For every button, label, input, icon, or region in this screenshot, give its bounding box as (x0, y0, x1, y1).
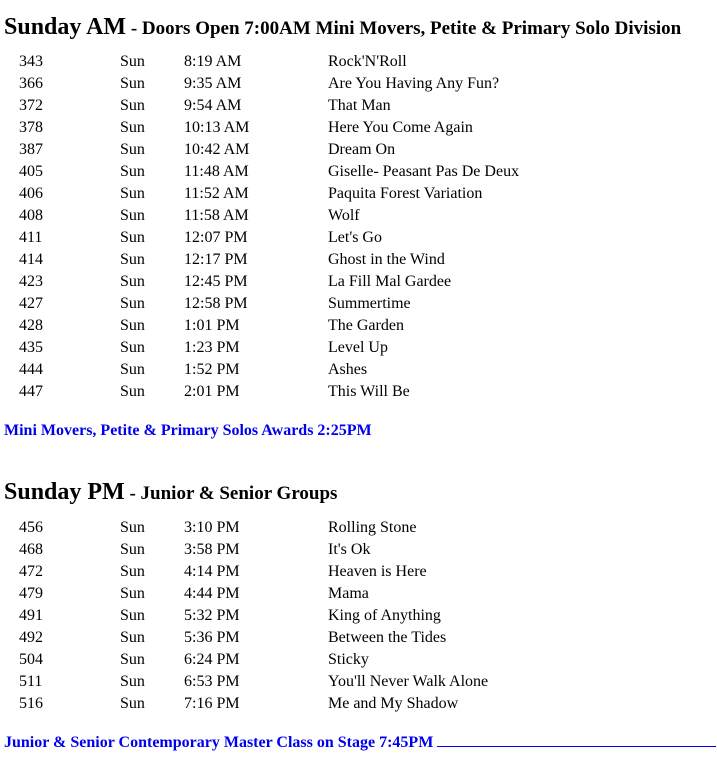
entry-day: Sun (120, 383, 145, 400)
entry-day: Sun (120, 273, 145, 290)
entry-number: 411 (19, 229, 43, 246)
sunday-am-subtitle: - Doors Open 7:00AM Mini Movers, Petite & Primary Solo Division (126, 18, 682, 39)
entry-number: 456 (19, 519, 43, 536)
entry-day: Sun (120, 651, 145, 668)
schedule-row (0, 693, 717, 715)
entry-title: Are You Having Any Fun? (328, 75, 500, 92)
entry-time: 6:24 PM (184, 651, 240, 668)
master-class-underline (437, 746, 716, 747)
sunday-pm-title: Sunday PM (4, 479, 125, 505)
entry-time: 12:07 PM (184, 229, 248, 246)
entry-time: 6:53 PM (184, 673, 240, 690)
entry-day: Sun (120, 563, 145, 580)
entry-number: 387 (19, 141, 43, 158)
entry-number: 408 (19, 207, 43, 224)
entry-time: 10:13 AM (184, 119, 250, 136)
entry-time: 5:32 PM (184, 607, 240, 624)
entry-day: Sun (120, 607, 145, 624)
entry-time: 1:01 PM (184, 317, 240, 334)
entry-number: 444 (19, 361, 43, 378)
entry-number: 366 (19, 75, 43, 92)
entry-time: 9:35 AM (184, 75, 242, 92)
entry-title: Here You Come Again (328, 119, 473, 136)
entry-number: 378 (19, 119, 43, 136)
entry-time: 1:23 PM (184, 339, 240, 356)
entry-number: 428 (19, 317, 43, 334)
entry-day: Sun (120, 585, 145, 602)
entry-time: 12:45 PM (184, 273, 248, 290)
entry-title: That Man (328, 97, 391, 114)
entry-day: Sun (120, 163, 145, 180)
entry-number: 491 (19, 607, 43, 624)
schedule-row (0, 117, 717, 139)
sunday-am-heading (4, 7, 681, 39)
schedule-row (0, 293, 717, 315)
schedule-row (0, 139, 717, 161)
entry-title: Heaven is Here (328, 563, 427, 580)
schedule-row (0, 227, 717, 249)
entry-time: 11:58 AM (184, 207, 249, 224)
schedule-row (0, 539, 717, 561)
entry-title: Ashes (328, 361, 368, 378)
entry-time: 11:48 AM (184, 163, 249, 180)
entry-title: The Garden (328, 317, 404, 334)
entry-title: This Will Be (328, 383, 410, 400)
sunday-am-title: Sunday AM (4, 14, 127, 40)
entry-time: 11:52 AM (184, 185, 249, 202)
schedule-row (0, 359, 717, 381)
sunday-pm-subtitle: - Junior & Senior Groups (124, 483, 338, 504)
entry-number: 423 (19, 273, 43, 290)
entry-day: Sun (120, 185, 145, 202)
entry-time: 4:14 PM (184, 563, 240, 580)
schedule-row (0, 95, 717, 117)
entry-title: Sticky (328, 651, 369, 668)
sunday-am-schedule (0, 51, 717, 403)
entry-day: Sun (120, 295, 145, 312)
entry-title: Dream On (328, 141, 396, 158)
schedule-row (0, 249, 717, 271)
entry-title: Rolling Stone (328, 519, 417, 536)
entry-number: 511 (19, 673, 43, 690)
entry-number: 479 (19, 585, 43, 602)
entry-title: Level Up (328, 339, 388, 356)
entry-time: 10:42 AM (184, 141, 250, 158)
entry-title: Paquita Forest Variation (328, 185, 483, 202)
entry-day: Sun (120, 541, 145, 558)
schedule-row (0, 561, 717, 583)
entry-time: 1:52 PM (184, 361, 240, 378)
schedule-row (0, 337, 717, 359)
entry-number: 427 (19, 295, 43, 312)
entry-day: Sun (120, 141, 145, 158)
am-awards-link[interactable]: Mini Movers, Petite & Primary Solos Awards 2:25PM (4, 422, 372, 439)
entry-day: Sun (120, 53, 145, 70)
entry-number: 468 (19, 541, 43, 558)
entry-time: 3:58 PM (184, 541, 240, 558)
entry-title: Wolf (328, 207, 360, 224)
entry-day: Sun (120, 207, 145, 224)
entry-time: 9:54 AM (184, 97, 242, 114)
entry-number: 343 (19, 53, 43, 70)
entry-day: Sun (120, 673, 145, 690)
entry-number: 372 (19, 97, 43, 114)
schedule-row (0, 51, 717, 73)
entry-time: 2:01 PM (184, 383, 240, 400)
schedule-row (0, 183, 717, 205)
schedule-row (0, 381, 717, 403)
entry-number: 435 (19, 339, 43, 356)
entry-number: 504 (19, 651, 43, 668)
entry-title: La Fill Mal Gardee (328, 273, 452, 290)
schedule-row (0, 271, 717, 293)
entry-title: Summertime (328, 295, 411, 312)
entry-title: Between the Tides (328, 629, 447, 646)
schedule-row (0, 583, 717, 605)
entry-time: 12:58 PM (184, 295, 248, 312)
entry-day: Sun (120, 629, 145, 646)
entry-number: 447 (19, 383, 43, 400)
entry-time: 3:10 PM (184, 519, 240, 536)
entry-day: Sun (120, 119, 145, 136)
entry-day: Sun (120, 361, 145, 378)
entry-number: 492 (19, 629, 43, 646)
schedule-row (0, 605, 717, 627)
entry-number: 472 (19, 563, 43, 580)
schedule-row (0, 73, 717, 95)
schedule-row (0, 205, 717, 227)
entry-day: Sun (120, 251, 145, 268)
sunday-pm-schedule (0, 517, 717, 715)
entry-time: 5:36 PM (184, 629, 240, 646)
entry-title: It's Ok (328, 541, 371, 558)
schedule-row (0, 161, 717, 183)
schedule-row (0, 627, 717, 649)
entry-time: 12:17 PM (184, 251, 248, 268)
entry-time: 4:44 PM (184, 585, 240, 602)
entry-time: 7:16 PM (184, 695, 240, 712)
entry-number: 406 (19, 185, 43, 202)
entry-title: You'll Never Walk Alone (328, 673, 489, 690)
entry-day: Sun (120, 519, 145, 536)
entry-day: Sun (120, 339, 145, 356)
entry-title: Rock'N'Roll (328, 53, 407, 70)
entry-day: Sun (120, 229, 145, 246)
sunday-pm-heading (4, 472, 337, 504)
entry-day: Sun (120, 695, 145, 712)
entry-day: Sun (120, 75, 145, 92)
schedule-row (0, 671, 717, 693)
schedule-row (0, 649, 717, 671)
entry-title: Ghost in the Wind (328, 251, 445, 268)
entry-day: Sun (120, 317, 145, 334)
schedule-row (0, 315, 717, 337)
entry-title: Let's Go (328, 229, 382, 246)
pm-master-class-link[interactable]: Junior & Senior Contemporary Master Class on Stage 7:45PM (4, 734, 434, 751)
entry-number: 405 (19, 163, 43, 180)
entry-title: Mama (328, 585, 369, 602)
entry-number: 516 (19, 695, 43, 712)
entry-title: King of Anything (328, 607, 441, 624)
entry-title: Me and My Shadow (328, 695, 459, 712)
schedule-row (0, 517, 717, 539)
entry-time: 8:19 AM (184, 53, 242, 70)
entry-day: Sun (120, 97, 145, 114)
entry-number: 414 (19, 251, 43, 268)
entry-title: Giselle- Peasant Pas De Deux (328, 163, 520, 180)
